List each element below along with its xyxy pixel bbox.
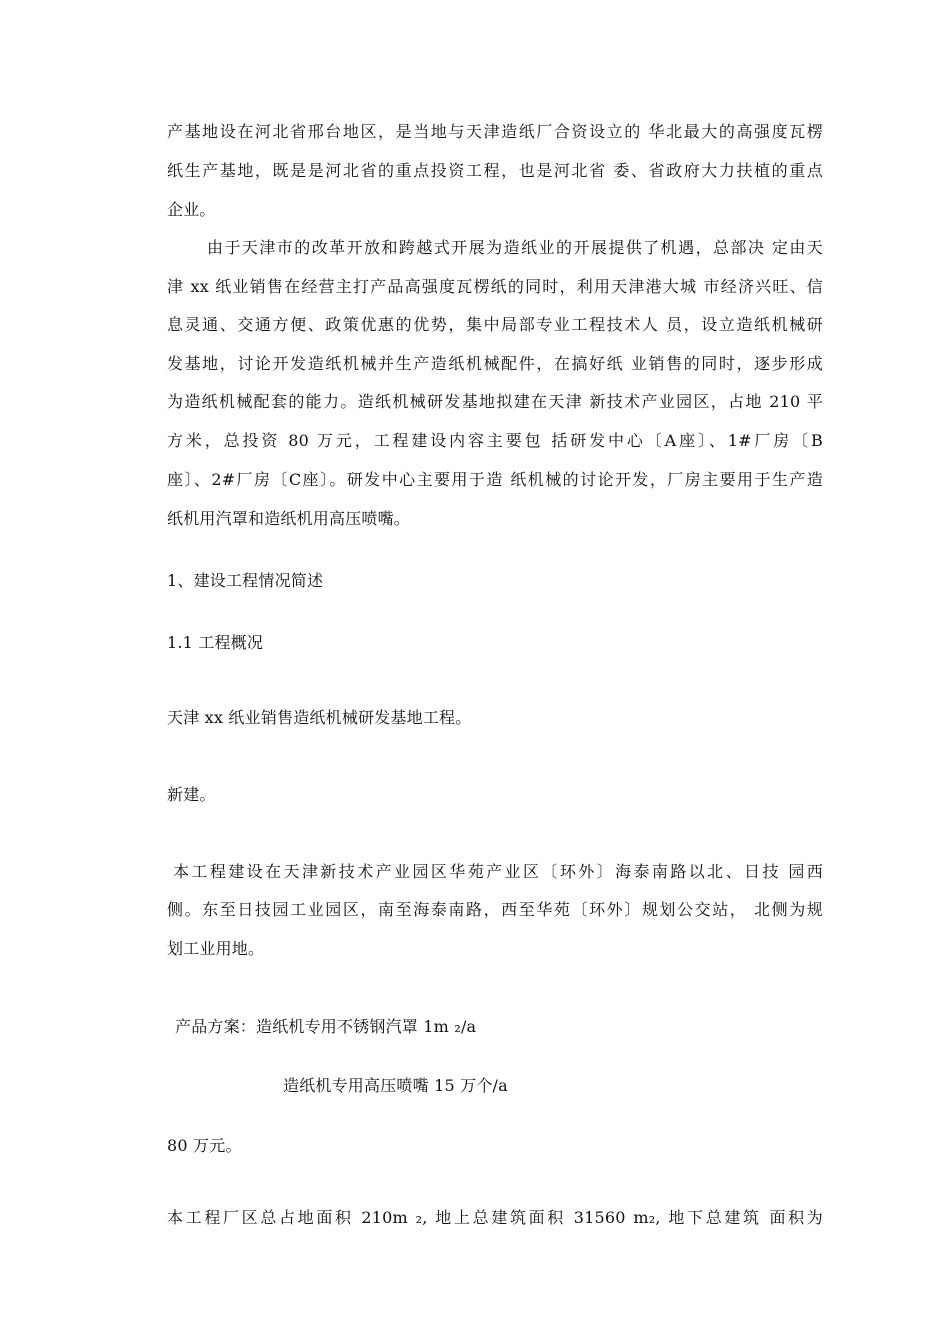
location-line-1: 本工程建设在天津新技术产业园区华苑产业区〔环外〕海泰南路以北、日技 园西 — [173, 862, 823, 881]
background-line-1: 由于天津市的改革开放和跨越式开展为造纸业的开展提供了机遇，总部决 定由天 — [207, 238, 823, 257]
background-line-8: 纸机用汽罩和造纸机用高压喷嘴。 — [167, 509, 411, 528]
section-heading-1-1: 1.1 工程概况 — [167, 633, 264, 652]
background-line-7: 座〕、2#厂房〔C座〕。研发中心主要用于造 纸机械的讨论开发，厂房主要用于生产造 — [167, 470, 823, 489]
intro-line-2: 纸生产基地，既是是河北省的重点投资工程，也是河北省 委、省政府大力扶植的重点 — [167, 161, 823, 180]
intro-line-3: 企业。 — [167, 200, 216, 219]
section-heading-1: 1、建设工程情况简述 — [167, 571, 324, 590]
location-line-2: 侧。东至日技园工业园区，南至海泰南路，西至华苑〔环外〕规划公交站， 北侧为规 — [167, 900, 823, 919]
background-line-3: 息灵通、交通方便、政策优惠的优势，集中局部专业工程技术人 员，设立造纸机械研 — [167, 315, 823, 334]
background-line-6: 方米，总投资 80 万元，工程建设内容主要包 括研发中心〔A座〕、1#厂房〔B — [167, 431, 823, 450]
product-plan-line-2: 造纸机专用高压喷嘴 15 万个/a — [283, 1076, 508, 1095]
project-nature: 新建。 — [167, 785, 216, 804]
intro-line-1: 产基地设在河北省邢台地区，是当地与天津造纸厂合资设立的 华北最大的高强度瓦楞 — [167, 122, 823, 141]
background-line-2: 津 xx 纸业销售在经营主打产品高强度瓦楞纸的同时，利用天津港大城 市经济兴旺、信 — [167, 277, 823, 296]
location-line-3: 划工业用地。 — [167, 939, 265, 958]
investment-amount: 80 万元。 — [167, 1136, 242, 1155]
background-line-4: 发基地，讨论开发造纸机械并生产造纸机械配件，在搞好纸 业销售的同时，逐步形成 — [167, 354, 823, 373]
product-plan-line-1: 产品方案：造纸机专用不锈钢汽罩 1m ₂/a — [175, 1017, 477, 1036]
background-line-5: 为造纸机械配套的能力。造纸机械研发基地拟建在天津 新技术产业园区，占地 210 平 — [167, 392, 823, 411]
area-line: 本工程厂区总占地面积 210m ₂, 地上总建筑面积 31560 m₂, 地下总建筑 面积为 — [167, 1208, 823, 1227]
project-name: 天津 xx 纸业销售造纸机械研发基地工程。 — [167, 708, 472, 727]
